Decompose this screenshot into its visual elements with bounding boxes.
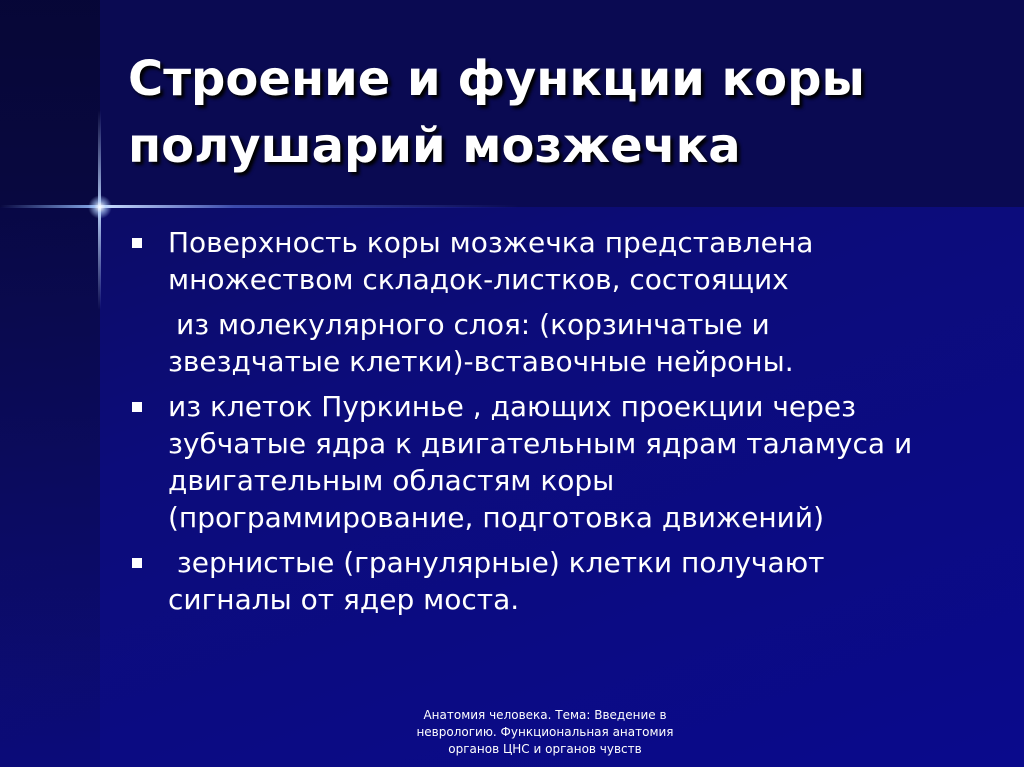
slide-title [128,46,988,180]
bullet-text-line: Поверхность коры мозжечка представлена [168,226,814,259]
square-bullet-icon [132,238,142,248]
slide-footer [380,707,710,758]
bullet-list [128,224,1008,618]
bullet-item [128,388,1008,536]
bullet-continuation [168,306,1008,380]
glow-line-horizontal [0,205,520,208]
sparkle-icon [88,195,112,219]
bullet-text-line: из клеток Пуркинье , дающих проекции через [168,390,857,423]
bullet-text-line: двигательным областям коры [168,464,615,497]
bullet-text-line: зубчатые ядра к двигательным ядрам таламуса и [168,427,913,460]
square-bullet-icon [132,558,142,568]
bullet-text-line: сигналы от ядер моста. [168,583,520,616]
bullet-item [128,544,1008,618]
footer-line: органов ЦНС и органов чувств [448,742,642,756]
footer-line: Анатомия человека. Тема: Введение в [423,708,667,722]
title-line: Строение и функции коры [128,51,865,107]
bullet-item [128,224,1008,380]
left-decor-band [0,0,100,767]
bullet-text-line: из молекулярного слоя: (корзинчатые и [176,308,770,341]
title-line: полушарий мозжечка [128,118,741,174]
bullet-text-line: звездчатые клетки)-вставочные нейроны. [168,345,794,378]
footer-line: неврологию. Функциональная анатомия [416,725,674,739]
square-bullet-icon [132,402,142,412]
bullet-text-line: (программирование, подготовка движений) [168,501,825,534]
bullet-text-line: множеством складок-листков, состоящих [168,263,789,296]
bullet-text-line: зернистые (гранулярные) клетки получают [168,546,825,579]
